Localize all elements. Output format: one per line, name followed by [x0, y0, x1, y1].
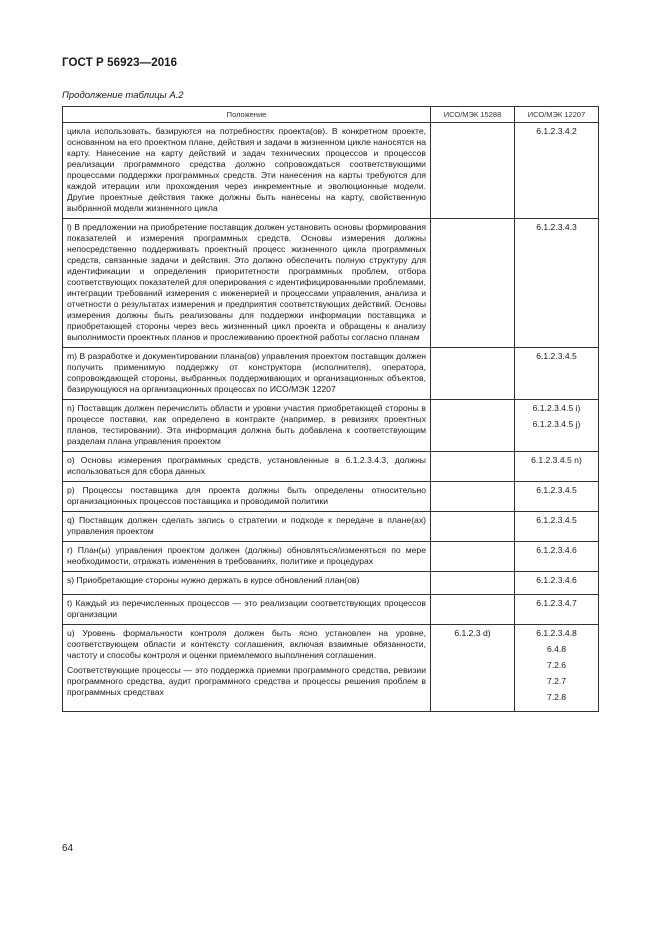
position-paragraph: o) Основы измерения программных средств, установленные в 6.1.2.3.4.3, должны использоваться для сбора данных	[67, 455, 426, 476]
iso12207-ref: 6.1.2.3.4.2	[536, 126, 577, 136]
iso15288-ref: 6.1.2.3 d)	[454, 628, 491, 638]
iso12207-ref: 6.1.2.3.4.5	[536, 515, 577, 525]
document-header: ГОСТ Р 56923—2016	[62, 57, 178, 69]
page-number: 64	[62, 843, 74, 854]
table-row	[63, 400, 599, 452]
cell-position	[63, 348, 431, 400]
cell-position	[63, 219, 431, 348]
table-row	[63, 572, 599, 595]
cell-iso12207	[515, 400, 599, 452]
cell-iso15288	[431, 348, 515, 400]
cell-iso12207	[515, 482, 599, 512]
iso12207-ref: 6.1.2.3.4.5 i)	[532, 403, 581, 413]
cell-iso15288	[431, 219, 515, 348]
cell-iso15288	[431, 512, 515, 542]
column-header-iso12207: ИСО/МЭК 12207	[515, 107, 599, 123]
position-paragraph: s) Приобретающие стороны нужно держать в курсе обновлений план(ов)	[67, 575, 360, 585]
requirements-table	[62, 106, 599, 712]
position-paragraph: t) Каждый из перечисленных процессов — это реализации соответствующих процессов организации	[67, 598, 426, 619]
cell-iso15288	[431, 123, 515, 219]
position-paragraph: n) Поставщик должен перечислить области и уровни участия приобретающей стороны в процессе поставки, как определено в контракте (например, в ревизиях проектных планов, тестировании). Эта информация должна быть добавлена к соответствующим разделам плана управления проектом	[67, 403, 426, 446]
iso12207-ref: 7.2.8	[546, 692, 567, 702]
cell-iso15288	[431, 542, 515, 572]
cell-position	[63, 400, 431, 452]
table-row	[63, 512, 599, 542]
table-row	[63, 123, 599, 219]
cell-iso12207	[515, 123, 599, 219]
position-paragraph: q) Поставщик должен сделать запись о стратегии и подходе к передаче в плане(ах) управления проектом	[67, 515, 426, 536]
cell-iso15288	[431, 452, 515, 482]
table-row	[63, 452, 599, 482]
cell-iso12207	[515, 452, 599, 482]
cell-position	[63, 123, 431, 219]
iso12207-ref: 6.4.8	[546, 644, 567, 654]
iso12207-ref: 6.1.2.3.4.6	[536, 575, 577, 585]
cell-iso12207	[515, 595, 599, 625]
iso12207-ref: 6.1.2.3.4.8	[536, 628, 577, 638]
cell-iso12207	[515, 219, 599, 348]
cell-position	[63, 512, 431, 542]
iso12207-ref: 6.1.2.3.4.5	[536, 485, 577, 495]
cell-iso12207	[515, 542, 599, 572]
table-row	[63, 348, 599, 400]
cell-position	[63, 625, 431, 712]
cell-iso12207	[515, 572, 599, 595]
cell-position	[63, 452, 431, 482]
table-row	[63, 219, 599, 348]
table-row	[63, 625, 599, 712]
cell-iso12207	[515, 625, 599, 712]
iso12207-ref: 6.1.2.3.4.5 n)	[531, 455, 582, 465]
cell-iso15288	[431, 572, 515, 595]
cell-iso15288	[431, 595, 515, 625]
position-paragraph: p) Процессы поставщика для проекта должны быть определены относительно организационных процессов поставщика и проводимой политики	[67, 485, 426, 506]
cell-iso15288	[431, 482, 515, 512]
iso12207-ref: 6.1.2.3.4.5 j)	[532, 419, 581, 429]
cell-iso15288	[431, 400, 515, 452]
iso12207-ref: 6.1.2.3.4.6	[536, 545, 577, 555]
position-paragraph: l) В предложении на приобретение поставщик должен установить основы формирования показателей и измерения программных средств. Основы измерения должны непосредственно поддерживать проектный процесс жизненного цикла программных средств, связанные задачи и действия. Это должно обеспечить полную структуру для идентификации и определения приоритетности программных проблем, отбора соответствующих показателей для оперирования с идентифицированными проблемами, интеграции требований измерения с инженерией и процессами управления, анализа и отчетности о результатах измерения и предприятия соответствующих действий. Основы измерения должны быть реализованы для поддержки информации поставщика и приобретающей стороны через весь жизненный цикл проекта и обращены к анализу выполнимости проектных планов и прослеживанию проектной работы согласно планам	[67, 222, 426, 342]
table-row	[63, 542, 599, 572]
cell-position	[63, 572, 431, 595]
iso12207-ref: 6.1.2.3.4.3	[536, 222, 577, 232]
cell-iso15288	[431, 625, 515, 712]
position-paragraph: цикла использовать, базируются на потребностях проекта(ов). В конкретном проекте, основанном на его проектном плане, действия и задачи в жизненном цикле наносятся на карту. Нанесение на карту действий и задач технических процессов и процессов реализации программного средства должно сопровождаться соответствующими процессами поддержки программных средств. Эти нанесения на карты требуются для каждой итерации или прохождения через инкрементные и эволюционные модели. Другие проектные действия также должны быть нанесены на карту, свойственную выбранной модели жизненного цикла	[67, 126, 426, 213]
position-paragraph: Соответствующие процессы — это поддержка приемки программного средства, ревизии программного средства, аудит программного средства и процессы решения проблем в программных средствах	[67, 665, 426, 697]
table-caption: Продолжение таблицы А.2	[62, 90, 184, 101]
cell-position	[63, 542, 431, 572]
position-paragraph: u) Уровень формальности контроля должен быть ясно установлен на уровне, соответствующем области и контексту соглашения, включая взаимные обязанности, частоту и способы контроля и оценки приемлемого выполнения соглашения.	[67, 628, 426, 660]
iso12207-ref: 7.2.6	[546, 660, 567, 670]
table-header-row	[63, 107, 599, 123]
table-row	[63, 595, 599, 625]
cell-position	[63, 482, 431, 512]
position-paragraph: m) В разработке и документировании плана(ов) управления проектом поставщик должен получить применимую поддержку от конструктора (исполнителя), оператора, сопровождающей стороны, выбранных поддерживающих и организационных объектов, базирующуюся на организационных процессах по ИСО/МЭК 12207	[67, 351, 426, 394]
cell-position	[63, 595, 431, 625]
table-row	[63, 482, 599, 512]
column-header-position: Положение	[63, 107, 431, 123]
cell-iso12207	[515, 348, 599, 400]
cell-iso12207	[515, 512, 599, 542]
iso12207-ref: 7.2.7	[546, 676, 567, 686]
iso12207-ref: 6.1.2.3.4.7	[536, 598, 577, 608]
iso12207-ref: 6.1.2.3.4.5	[536, 351, 577, 361]
column-header-iso15288: ИСО/МЭК 15288	[431, 107, 515, 123]
position-paragraph: r) План(ы) управления проектом должен (должны) обновляться/изменяться по мере необходимости, отражать изменения в требованиях, политике и процедурах	[67, 545, 426, 566]
